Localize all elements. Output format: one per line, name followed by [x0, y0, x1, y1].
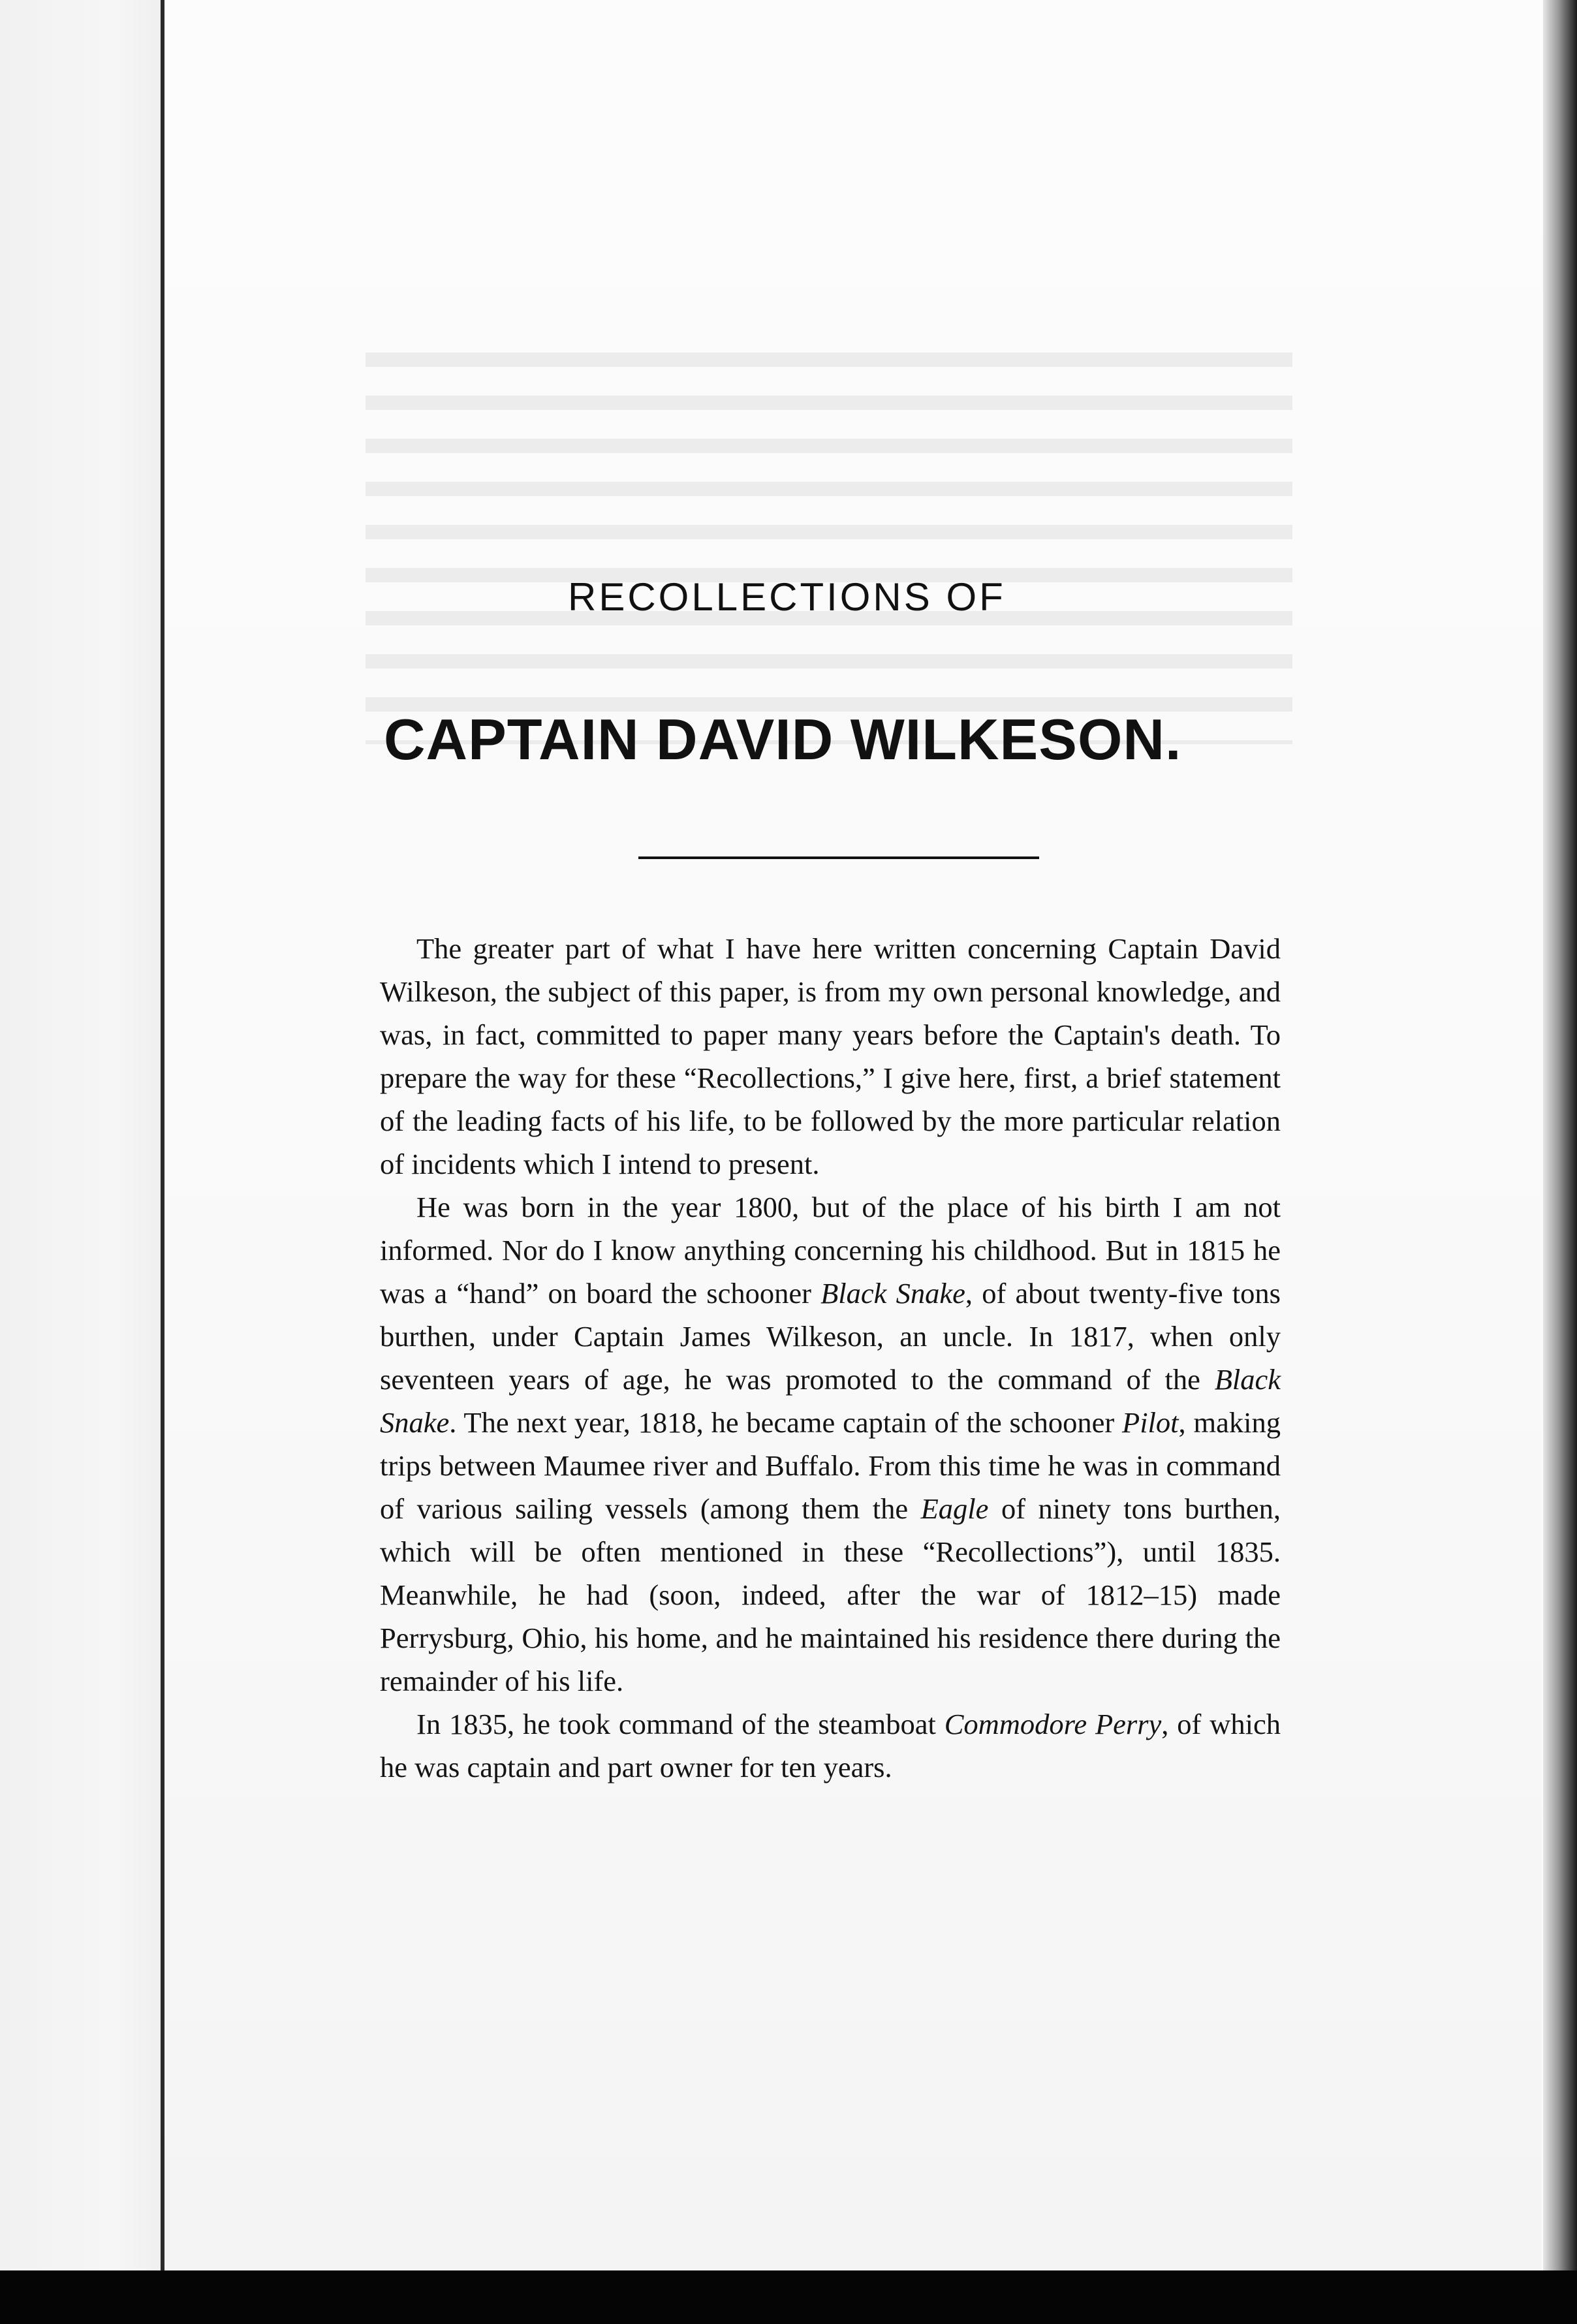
vessel-name: Eagle	[920, 1492, 989, 1525]
paragraph-text: , of which he was captain and part owner for ten years.	[380, 1708, 1281, 1783]
show-through-bleed	[366, 353, 1292, 744]
title-divider-rule	[638, 856, 1039, 859]
paragraph-text: He was born in the year 1800, but of the place of his birth I am not informed. Nor do I know anything concerning his childhood. But in 1815 he was a “hand” on board the schooner	[380, 1191, 1281, 1310]
paragraph-text: . The next year, 1818, he became captain of the schooner	[449, 1406, 1123, 1439]
vessel-name: Pilot	[1122, 1406, 1179, 1439]
vessel-name: Black Snake	[820, 1277, 965, 1310]
vessel-name: Commodore Perry	[944, 1708, 1162, 1740]
heading-line-2: CAPTAIN DAVID WILKESON.	[384, 707, 1182, 772]
paragraph-text: In 1835, he took command of the steamboat	[416, 1708, 945, 1740]
paragraph-text: , of about twenty-five tons burthen, under Captain James Wilkeson, an uncle. In 1817, when only seventeen years of age, he was promoted to the command of the	[380, 1277, 1281, 1396]
bottom-scan-border	[0, 2270, 1577, 2324]
paragraph-1	[380, 927, 1281, 1186]
paragraph-3	[380, 1703, 1281, 1789]
paragraph-2	[380, 1186, 1281, 1703]
vessel-name: Black Snake	[380, 1363, 1281, 1439]
left-margin	[0, 0, 163, 2272]
paragraph-text: of ninety tons burthen, which will be often mentioned in these “Recollections”), until 1835. Meanwhile, he had (soon, indeed, after the war of 1812–15) made Perrysburg, Ohio, his home, and he maintained his residence there during the remainder of his life.	[380, 1492, 1281, 1697]
right-page-edge	[1543, 0, 1577, 2324]
paragraph-text: The greater part of what I have here written concerning Captain David Wilkeson, the subject of this paper, is from my own personal knowledge, and was, in fact, committed to paper many years before the Captain's death. To prepare the way for these “Recollections,” I give here, first, a brief statement of the leading facts of his life, to be followed by the more particular relation of incidents which I intend to present.	[380, 932, 1281, 1180]
heading-line-1: RECOLLECTIONS OF	[568, 575, 1006, 619]
body-text	[380, 927, 1281, 1789]
paragraph-text: , making trips between Maumee river and Buffalo. From this time he was in command of various sailing vessels (among them the	[380, 1406, 1281, 1525]
